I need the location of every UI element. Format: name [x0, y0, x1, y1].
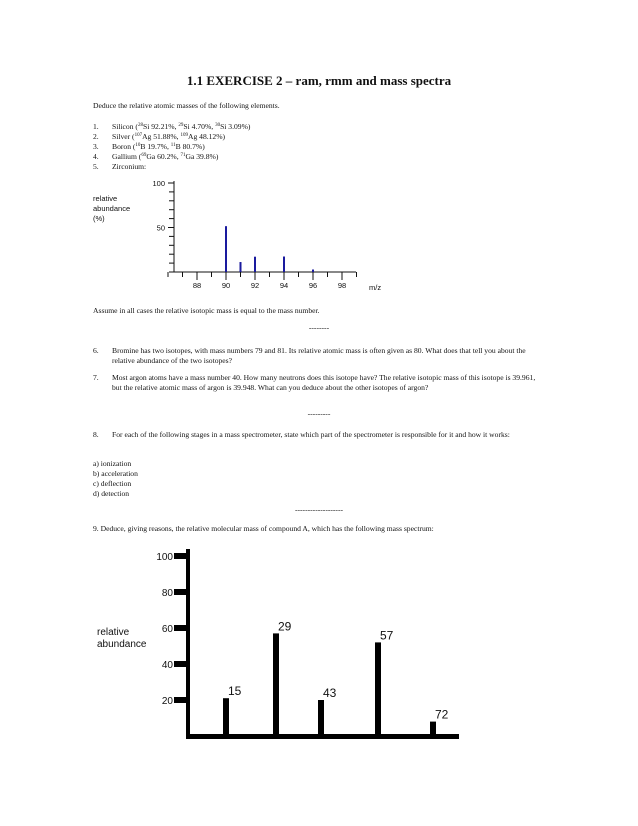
isotope-mass-number: 69 — [141, 153, 147, 158]
element-number: 3. — [93, 142, 99, 151]
peak-label: 43 — [323, 686, 337, 700]
isotope-mass-number: 109 — [180, 133, 188, 138]
separator-1: -------- — [308, 323, 330, 332]
x-tick-label: 98 — [337, 281, 347, 290]
isotope-mass-number: 107 — [134, 133, 143, 138]
isotope-mass-number: 11 — [170, 143, 176, 148]
y-tick-mark — [174, 589, 186, 595]
separator-3: ------------------- — [294, 505, 344, 514]
peak-label: 15 — [228, 684, 242, 699]
y-tick-mark — [174, 553, 186, 559]
y-tick-label: 40 — [161, 660, 173, 671]
isotope-mass-number: 29 — [178, 123, 184, 128]
isotope-mass-number: 10 — [135, 143, 141, 148]
question-8-text: For each of the following stages in a mass spectrometer, state which part of the spectrometer is responsible for it and how it works: — [112, 430, 510, 439]
isotope-mass-number: 71 — [180, 153, 186, 158]
y-tick-label: 100 — [152, 179, 165, 188]
separator-2: --------- — [307, 409, 331, 418]
stage-item: c) deflection — [93, 479, 132, 488]
isotope-abundance: Ag 51.88%, — [142, 132, 181, 141]
y-tick-label: 20 — [161, 696, 173, 707]
element-number: 4. — [93, 152, 99, 161]
question-9-text: 9. Deduce, giving reasons, the relative molecular mass of compound A, which has the following mass spectrum: — [93, 524, 434, 533]
y-axis-label: relative — [93, 194, 118, 203]
element-name: Silicon — [112, 122, 134, 131]
isotope-abundance: Si 4.70%, — [183, 122, 216, 131]
isotope-mass-number: 30 — [215, 123, 221, 128]
x-axis-label: m/z — [369, 283, 382, 292]
y-tick-label: 80 — [161, 588, 173, 599]
element-item: Boron ($^{10}$B 19.7%, $^{11}$B 80.7%) — [112, 142, 205, 151]
element-item: Silver ($^{107}$Ag 51.88%, $^{109}$Ag 48.12%) — [112, 132, 226, 141]
peak-label: 57 — [380, 628, 394, 643]
isotope-abundance: B 80.7%) — [175, 142, 205, 151]
element-number: 5. — [93, 162, 99, 171]
element-name: Boron — [112, 142, 131, 151]
isotope-abundance: Ga 60.2%, — [146, 152, 181, 161]
stage-item: d) detection — [93, 489, 130, 498]
isotope-abundance: Ag 48.12%) — [187, 132, 226, 141]
page-title: 1.1 EXERCISE 2 – ram, rmm and mass spectra — [186, 73, 452, 88]
spectrum-bar — [318, 700, 324, 736]
y-axis-line — [186, 549, 190, 739]
question-7-number: 7. — [93, 373, 99, 382]
assumption-text: Assume in all cases the relative isotopic mass is equal to the mass number. — [93, 306, 320, 315]
element-number: 1. — [93, 122, 99, 131]
y-axis-label: abundance — [97, 639, 147, 650]
intro-text: Deduce the relative atomic masses of the following elements. — [93, 101, 280, 110]
element-name: Zirconium: — [112, 162, 147, 171]
spectrum-bar — [430, 722, 436, 736]
spectrum-bar — [223, 698, 229, 736]
question-8-number: 8. — [93, 430, 99, 439]
stage-item: a) ionization — [93, 459, 132, 468]
element-number: 2. — [93, 132, 99, 141]
y-tick-label: 100 — [156, 552, 173, 563]
y-tick-label: 60 — [161, 624, 173, 635]
y-tick-label: 50 — [156, 223, 165, 233]
x-tick-label: 92 — [250, 281, 260, 290]
isotope-abundance: B 19.7%, — [140, 142, 171, 151]
x-tick-label: 94 — [279, 281, 289, 290]
x-tick-label: 90 — [221, 281, 231, 290]
isotope-mass-number: 28 — [137, 123, 143, 128]
stage-item: b) acceleration — [93, 469, 138, 478]
element-item: Gallium ($^{69}$Ga 60.2%, $^{71}$Ga 39.8%) — [112, 152, 219, 161]
isotope-abundance: Si 92.21%, — [142, 122, 179, 131]
question-7-text: Most argon atoms have a mass number 40. How many neutrons does this isotope have? The relative isotopic mass of this isotope is 39.961, but the relative atomic mass of argon is 39.948. What can you deduce about the other isotopes of argon? — [112, 373, 536, 392]
element-item: Silicon ($^{28}$Si 92.21%, $^{29}$Si 4.70%, $^{30}$Si 3.09%) — [112, 122, 251, 131]
element-name: Gallium — [112, 152, 137, 161]
y-axis-label: abundance — [93, 204, 131, 213]
x-tick-label: 96 — [308, 281, 318, 290]
peak-label: 72 — [435, 707, 449, 722]
spectrum-bar — [375, 642, 381, 736]
y-tick-mark — [174, 697, 186, 703]
peak-label: 29 — [278, 619, 292, 634]
isotope-abundance: Si 3.09%) — [220, 122, 251, 131]
x-tick-label: 88 — [192, 281, 202, 290]
y-tick-mark — [174, 661, 186, 667]
element-name: Silver — [112, 132, 131, 141]
spectrum-bar — [273, 633, 279, 736]
isotope-abundance: Ga 39.8%) — [185, 152, 219, 161]
question-6-text: Bromine has two isotopes, with mass numbers 79 and 81. Its relative atomic mass is often given as 80. What does that tell you about the relative abundance of the two isotopes? — [112, 346, 526, 365]
y-tick-mark — [174, 625, 186, 631]
question-6-number: 6. — [93, 346, 99, 355]
y-axis-label: relative — [97, 627, 130, 638]
y-axis-label: (%) — [93, 214, 105, 223]
